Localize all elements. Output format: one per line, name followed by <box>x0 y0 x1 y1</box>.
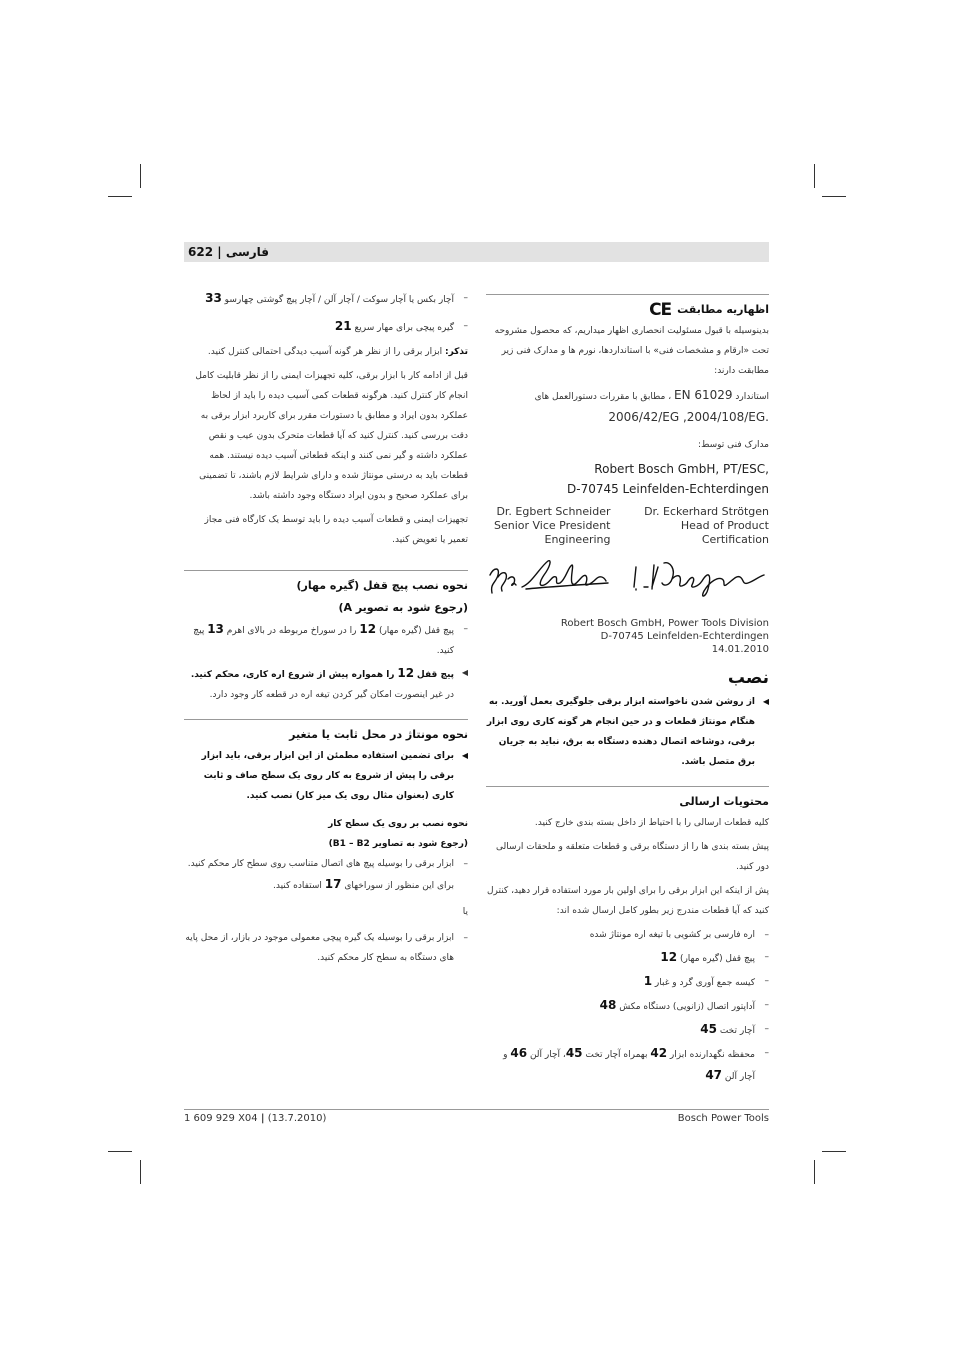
left-column <box>184 288 468 970</box>
sub-reference: (رجوع شود به تصاویر B1 – B2) <box>328 839 468 849</box>
repair-paragraph: تجهیزات ایمنی و قطعات آسیب دیده را باید توسط یک کارگاه فنی مجاز تعمیر یا تعویض کنید. <box>204 515 468 545</box>
header-separator: | <box>217 245 222 259</box>
dash-marker: – <box>463 293 468 303</box>
right-column <box>486 294 769 1089</box>
ce-mark-icon: CE <box>649 300 672 320</box>
section-subtitle: (رجوع شود به تصویر A) <box>338 601 468 614</box>
triangle-bullet-icon: ◀ <box>762 697 769 706</box>
division-address: Robert Bosch GmbH, Power Tools Division D-70745 Leinfelden-Echterdingen 14.01.2010 <box>486 617 769 656</box>
warning-item: ◀ برای تضمین استفاده مطمئن از این ابزار برقی، باید ابزار برقی را پیش از شروع به کار روی یک سطح صاف و ثابت کاری (بعنوان مثال روی یک میز کار) نصب کنید. <box>184 746 468 806</box>
list-item: – آچار تخت 45 <box>700 1022 769 1036</box>
dash-marker: – <box>463 321 468 331</box>
section-title: محتویات ارسالی <box>679 795 769 808</box>
installation-section <box>486 664 769 772</box>
triangle-bullet-icon: ◀ <box>461 668 468 677</box>
signatures-image <box>486 553 769 603</box>
crop-mark <box>140 164 141 188</box>
crop-mark <box>814 1160 815 1184</box>
section-title: نحوه نصب پیچ قفل (گیره مهار) <box>296 579 468 592</box>
note-paragraph <box>184 342 468 362</box>
part-number: 33 <box>205 291 222 305</box>
dash-marker: – <box>463 933 468 943</box>
list-item: – آداپتور اتصال (زانویی) دستگاه مکش 48 <box>599 998 769 1012</box>
page-header <box>188 242 269 262</box>
warning-item: ◀ پیچ قفل 12 را همواره پیش از شروع اره کاری، محکم کنید. در غیر اینصورت امکان گیر کردن تیغه اره در قطعه کار وجود دارد. <box>184 663 468 705</box>
page-header-bar <box>184 242 769 262</box>
header-language: فارسی <box>225 245 270 259</box>
signatory-stroetgen: Dr. Eckerhard Strötgen Head of Product Certification <box>644 505 769 546</box>
list-item: – آچار بکس یا آچار سوکت / آچار آلن / آچار پیچ گوشتی چهارسو 33 <box>184 288 468 310</box>
crop-mark <box>822 1151 846 1152</box>
mounting-section <box>184 719 468 968</box>
list-item: – اره فارسی بر کشویی با تیغه اره مونتاژ شده <box>589 930 769 940</box>
section-title: اظهاریه مطابقت CE <box>649 300 769 320</box>
footer-rule <box>184 1109 769 1110</box>
signatory-schneider: Dr. Egbert Schneider Senior Vice President Engineering <box>494 505 611 546</box>
list-item: – پیچ قفل (گیره مهار) 12 <box>660 950 769 964</box>
or-text: یا <box>462 907 468 917</box>
company-address: Robert Bosch GmbH, PT/ESC, D-70745 Leinfelden-Echterdingen <box>567 462 769 496</box>
list-item: – ابزار برقی را بوسیله یک گیره پیچی معمولی موجود در بازار، از محل پایه های دستگاه به سطح کار محکم کنید. <box>184 928 468 968</box>
list-item: – ابزار برقی را بوسیله پیچ های اتصال متناسب روی سطح کار محکم کنید. برای این منظور از سوراخهای 17 استفاده کنید. <box>184 854 468 896</box>
list-item: – محفظه نگهدارنده ابزار 42 بهمراه آچار تخت 45، آچار آلن 46 و آچار آلن 47 <box>503 1046 769 1082</box>
crop-mark <box>140 1160 141 1184</box>
crop-mark <box>108 196 132 197</box>
dash-marker: – <box>463 859 468 869</box>
list-item: – کیسه جمع آوری گرد و غبار 1 <box>643 974 769 988</box>
dash-marker: – <box>463 624 468 634</box>
section-title: نحوه مونتاژ در محل ثابت یا متغیر <box>289 728 468 741</box>
standards-paragraph: استاندارد EN 61029 ، مطابق با مقررات دستورالعمل های 2006/42/EG ,2004/108/EG. <box>534 388 769 424</box>
declaration-date: 14.01.2010 <box>711 644 769 655</box>
sub-title: نحوه نصب بر روی یک سطح کار <box>328 819 468 829</box>
triangle-bullet-icon: ◀ <box>461 751 468 760</box>
conformity-paragraph: بدینوسیله با قبول مسئولیت انحصاری اظهار میداریم، که محصول مشروحه تحت «ارقام و مشخصات فنی» با استانداردها، نورم ها و مدارک فنی زیر مطابقت دارند: <box>494 326 769 376</box>
technical-file-label: مدارک فنی توسط: <box>698 440 769 450</box>
conformity-section <box>486 294 769 656</box>
lock-screw-section <box>184 570 468 705</box>
check-paragraph: قبل از ادامه کار با ابزار برقی، کلیه تجهیزات ایمنی را از نظر قابلیت کامل انجام کار کنترل کنید. هرگونه قطعات کمی آسیب دیده را باید از لحاظ عملکرد بدون ایراد و مطابق با دستورات مقرر برای کاربرد ابزار برقی به دقت بررسی کنید. کنترل کنید که آیا قطعات متحرک بدون عیب و نقص عملکرد داشته و گیر نمی کنند و اینکه قطعاتی آسیب دیده نیستند. همه قطعات باید به درستی مونتاژ شده و دارای شرایط لازم باشند، تا تضمینی برای عملکرد صحیح و بدون ایراد دستگاه وجود داشته باشد. <box>195 371 468 501</box>
footer-brand: Bosch Power Tools <box>677 1113 769 1124</box>
section-title: نصب <box>727 668 769 688</box>
page-number: 622 <box>188 245 214 259</box>
crop-mark <box>822 196 846 197</box>
crop-mark <box>814 164 815 188</box>
delivery-contents-section: محتویات ارسالی کلیه قطعات ارسالی را با احتیاط از داخل بسته بندی خارج کنید. پیش بسته بندی ها را از دستگاه برقی و قطعات متعلقه و ملحقات ارسالی دور کنید. پش از اینکه این ابزار برقی را برای اولین بار مورد استفاده قرار دهید، کنترل کنید که آیا قطعات مندرج زیر بطور کامل ارسال شده اند: – اره فارسی بر کشویی با تیغه اره مونتاژ شده – پیچ قفل (گیره مهار) 12 – کیسه جمع آوری گرد و غبار 1 – آداپتور اتصال (زانویی) دستگاه مکش 48 – آچار تخت 45 – محفظه نگهدارنده ابزار 42 بهمراه آچار تخت 45، آچار آلن 46 و آچار آلن 47 <box>486 786 769 1087</box>
note-text: ابزار برقی را از نظر هر گونه آسیب دیدگی احتمالی کنترل کنید. <box>207 347 443 357</box>
part-number: 21 <box>334 319 352 333</box>
crop-mark <box>108 1151 132 1152</box>
note-label: تذکر: <box>444 347 468 357</box>
warning-item: ◀ از روشن شدن ناخواسته ابزار برقی جلوگیری بعمل آورید. به هنگام مونتاژ قطعات و در حین انجام هر گونه کاری روی ابزار برقی، دوشاخه اتصال دهنده دستگاه به برق، نباید به جریان برق متصل باشد. <box>486 692 769 772</box>
list-item: – پیچ قفل (گیره مهار) 12 را در سوراخ مربوطه در بالای اهرم 13 پیچ کنید. <box>184 619 468 661</box>
list-item: – گیره پیچی برای مهار سریع 21 <box>184 316 468 338</box>
footer-doc-info: 1 609 929 X04 | (13.7.2010) <box>184 1113 327 1124</box>
signatories <box>486 505 769 547</box>
